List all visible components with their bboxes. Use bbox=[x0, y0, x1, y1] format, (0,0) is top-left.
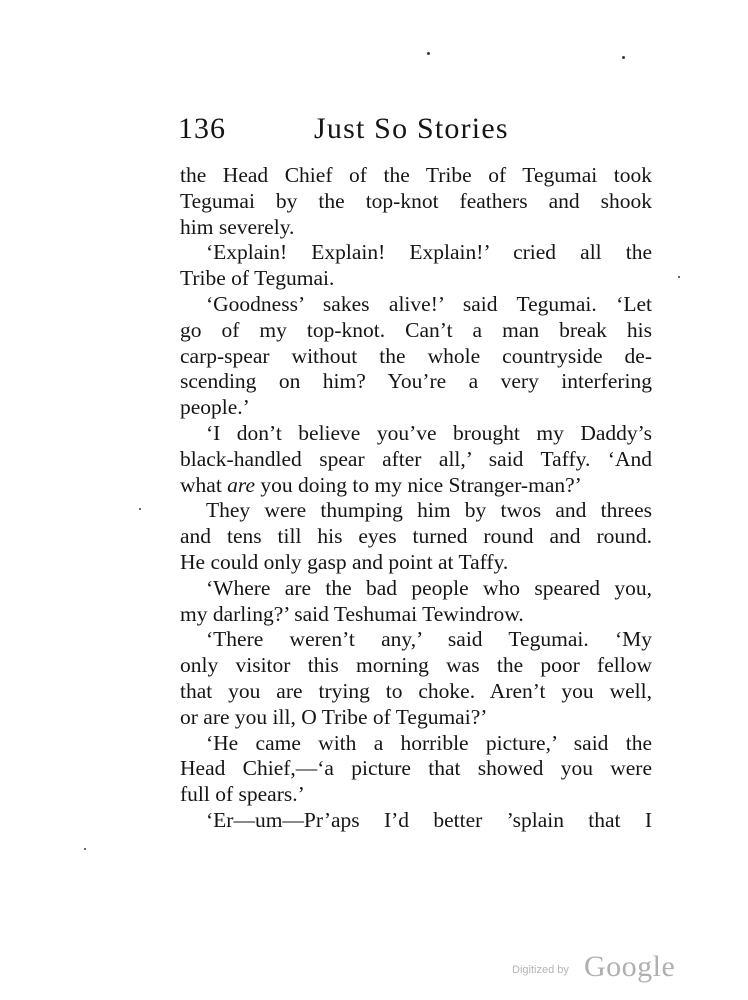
scan-speck bbox=[139, 508, 141, 510]
text-line: Tribe of Tegumai. bbox=[180, 266, 335, 291]
text-line: ‘Goodness’ sakes alive!’ said Tegumai. ‘Let bbox=[206, 291, 652, 316]
text-line: the Head Chief of the Tribe of Tegumai took bbox=[180, 163, 652, 187]
text-line: and tens till his eyes turned round and round. bbox=[180, 524, 652, 549]
text-line: They were thumping him by twos and threes bbox=[206, 498, 652, 523]
text-line: ‘There weren’t any,’ said Tegumai. ‘My bbox=[206, 627, 652, 652]
text-line: go of my top-knot. Can’t a man break his bbox=[180, 317, 652, 342]
body-text bbox=[180, 163, 652, 834]
scan-speck bbox=[84, 848, 86, 850]
text-line: that you are trying to choke. Aren’t you well, bbox=[180, 678, 652, 703]
watermark-prefix: Digitized by bbox=[512, 964, 569, 976]
text-line: what are you doing to my nice Stranger-man?’ bbox=[180, 472, 582, 497]
text-line: Tegumai by the top-knot feathers and shook bbox=[180, 188, 652, 213]
page-number: 136 bbox=[178, 112, 226, 145]
text-line: black-handled spear after all,’ said Taffy. ‘And bbox=[180, 446, 652, 471]
text-line: full of spears.’ bbox=[180, 782, 305, 807]
text-line: ‘He came with a horrible picture,’ said the bbox=[206, 730, 652, 755]
google-logo: Google bbox=[584, 950, 676, 983]
text-line: Head Chief,—‘a picture that showed you were bbox=[180, 756, 652, 781]
text-line: carp-spear without the whole countryside de- bbox=[180, 343, 652, 368]
text-line: or are you ill, O Tribe of Tegumai?’ bbox=[180, 704, 488, 729]
text-line: him severely. bbox=[180, 214, 295, 239]
book-title: Just So Stories bbox=[314, 112, 509, 145]
text-line: only visitor this morning was the poor fellow bbox=[180, 653, 652, 678]
text-line: people.’ bbox=[180, 395, 250, 420]
scan-speck bbox=[622, 56, 625, 59]
text-line: ‘Explain! Explain! Explain!’ cried all the bbox=[206, 240, 652, 265]
text-line: scending on him? You’re a very interfering bbox=[180, 369, 652, 394]
text-line: my darling?’ said Teshumai Tewindrow. bbox=[180, 601, 524, 626]
scan-speck bbox=[427, 52, 430, 55]
scan-speck bbox=[678, 276, 680, 278]
text-line: ‘I don’t believe you’ve brought my Daddy’s bbox=[206, 420, 652, 445]
text-line: ‘Er—um—Pr’aps I’d better ’splain that I bbox=[206, 807, 652, 832]
running-head bbox=[178, 112, 658, 152]
text-line: ‘Where are the bad people who speared you, bbox=[206, 575, 652, 600]
digitized-watermark bbox=[512, 950, 682, 990]
text-line: He could only gasp and point at Taffy. bbox=[180, 549, 509, 574]
